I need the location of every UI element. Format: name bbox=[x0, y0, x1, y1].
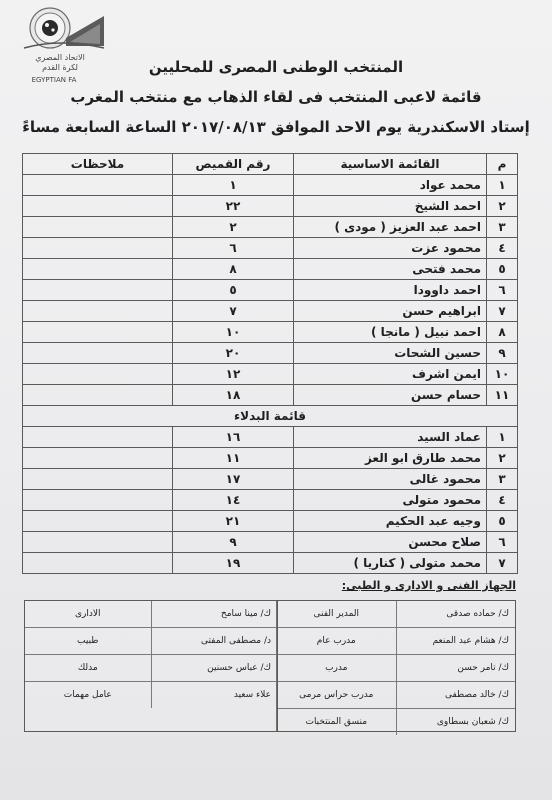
notes-cell bbox=[23, 175, 173, 196]
notes-cell bbox=[23, 196, 173, 217]
row-number: ٢ bbox=[487, 196, 518, 217]
notes-cell bbox=[23, 469, 173, 490]
staff-row bbox=[277, 628, 515, 655]
staff-name: ك/ مينا سامح bbox=[220, 609, 271, 619]
player-name: محمود متولى bbox=[294, 490, 487, 511]
notes-cell bbox=[23, 238, 173, 259]
staff-name: علاء سعيد bbox=[233, 690, 271, 700]
notes-cell bbox=[23, 217, 173, 238]
shirt-number: ٢١ bbox=[173, 511, 294, 532]
list-subtitle: قائمة لاعبى المنتخب فى لقاء الذهاب مع منتخب المغرب bbox=[70, 88, 482, 106]
shirt-number: ١٢ bbox=[173, 364, 294, 385]
shirt-number: ١٨ bbox=[173, 385, 294, 406]
col-header-name: القائمة الاساسية bbox=[294, 154, 487, 175]
player-name: ايمن اشرف bbox=[294, 364, 487, 385]
player-name: حسام حسن bbox=[294, 385, 487, 406]
subs-section bbox=[23, 406, 518, 427]
notes-cell bbox=[23, 511, 173, 532]
staff-name: ك/ خالد مصطفى bbox=[444, 690, 509, 700]
svg-text:الاتحاد المصري: الاتحاد المصري bbox=[35, 53, 85, 62]
staff-role: منسق المنتخبات bbox=[277, 709, 397, 735]
row-number: ٨ bbox=[487, 322, 518, 343]
row-number: ١١ bbox=[487, 385, 518, 406]
shirt-number: ١٩ bbox=[173, 553, 294, 574]
subs-title: قائمة البدلاء bbox=[23, 406, 518, 427]
player-name: احمد داوودا bbox=[294, 280, 487, 301]
starter-row bbox=[23, 238, 518, 259]
staff-row bbox=[277, 682, 515, 709]
notes-cell bbox=[23, 301, 173, 322]
svg-text:EGYPTIAN FA: EGYPTIAN FA bbox=[31, 76, 77, 84]
row-number: ٣ bbox=[487, 217, 518, 238]
staff-role: عامل مهمات bbox=[25, 682, 152, 708]
row-number: ٧ bbox=[487, 301, 518, 322]
notes-cell bbox=[23, 259, 173, 280]
player-name: محمد عواد bbox=[294, 175, 487, 196]
staff-row bbox=[277, 709, 515, 735]
staff-row bbox=[277, 655, 515, 682]
row-number: ٩ bbox=[487, 343, 518, 364]
player-name: محمود عزت bbox=[294, 238, 487, 259]
row-number: ٥ bbox=[487, 259, 518, 280]
staff-row bbox=[25, 655, 277, 682]
player-name: محمود غالى bbox=[294, 469, 487, 490]
squad-table bbox=[22, 153, 518, 574]
shirt-number: ٦ bbox=[173, 238, 294, 259]
player-name: احمد الشيخ bbox=[294, 196, 487, 217]
subs-title-row bbox=[23, 406, 518, 427]
svg-text:لكرة القدم: لكرة القدم bbox=[42, 63, 78, 72]
row-number: ١٠ bbox=[487, 364, 518, 385]
col-header-num: م bbox=[487, 154, 518, 175]
staff-name: ك/ شعبان بسطاوى bbox=[436, 717, 509, 727]
shirt-number: ١٠ bbox=[173, 322, 294, 343]
player-name: احمد عبد العزيز ( مودى ) bbox=[294, 217, 487, 238]
team-title: المنتخب الوطنى المصرى للمحليين bbox=[148, 58, 404, 76]
player-name: صلاح محسن bbox=[294, 532, 487, 553]
starter-row bbox=[23, 301, 518, 322]
col-header-notes: ملاحظات bbox=[23, 154, 173, 175]
staff-row bbox=[25, 682, 277, 708]
shirt-number: ٢٢ bbox=[173, 196, 294, 217]
row-number: ٦ bbox=[487, 280, 518, 301]
staff-box-admin bbox=[24, 600, 278, 732]
shirt-number: ٨ bbox=[173, 259, 294, 280]
staff-role: مدرب bbox=[277, 655, 397, 681]
player-name: ابراهيم حسن bbox=[294, 301, 487, 322]
staff-name: ك/ عباس حسنين bbox=[207, 663, 271, 673]
row-number: ٧ bbox=[487, 553, 518, 574]
shirt-number: ٩ bbox=[173, 532, 294, 553]
sub-row bbox=[23, 511, 518, 532]
row-number: ٥ bbox=[487, 511, 518, 532]
starters-list bbox=[23, 175, 518, 406]
notes-cell bbox=[23, 448, 173, 469]
notes-cell bbox=[23, 385, 173, 406]
player-name: احمد نبيل ( مانجا ) bbox=[294, 322, 487, 343]
player-name: عماد السيد bbox=[294, 427, 487, 448]
notes-cell bbox=[23, 532, 173, 553]
staff-role: مدرب عام bbox=[277, 628, 397, 654]
sub-row bbox=[23, 532, 518, 553]
notes-cell bbox=[23, 553, 173, 574]
col-header-shirt: رقم القميص bbox=[173, 154, 294, 175]
staff-box-technical bbox=[276, 600, 516, 732]
sub-row bbox=[23, 469, 518, 490]
notes-cell bbox=[23, 427, 173, 448]
shirt-number: ٢ bbox=[173, 217, 294, 238]
player-name: حسين الشحات bbox=[294, 343, 487, 364]
starter-row bbox=[23, 322, 518, 343]
starter-row bbox=[23, 343, 518, 364]
subs-list bbox=[23, 427, 518, 574]
starter-row bbox=[23, 196, 518, 217]
starter-row bbox=[23, 217, 518, 238]
player-name: محمد فتحى bbox=[294, 259, 487, 280]
notes-cell bbox=[23, 280, 173, 301]
starter-row bbox=[23, 175, 518, 196]
table-header-row bbox=[23, 154, 518, 175]
row-number: ٦ bbox=[487, 532, 518, 553]
sub-row bbox=[23, 490, 518, 511]
starter-row bbox=[23, 385, 518, 406]
staff-name: ك/ تامر حسن bbox=[457, 663, 509, 673]
staff-row bbox=[25, 628, 277, 655]
starter-row bbox=[23, 364, 518, 385]
notes-cell bbox=[23, 490, 173, 511]
row-number: ٤ bbox=[487, 490, 518, 511]
row-number: ٣ bbox=[487, 469, 518, 490]
row-number: ١ bbox=[487, 175, 518, 196]
staff-role: طبيب bbox=[25, 628, 152, 654]
staff-role: الادارى bbox=[25, 601, 152, 627]
venue-date-line: إستاد الاسكندرية يوم الاحد الموافق ٢٠١٧/٠٨/١٣ الساعة السابعة مساءً bbox=[22, 118, 530, 136]
row-number: ١ bbox=[487, 427, 518, 448]
sub-row bbox=[23, 448, 518, 469]
shirt-number: ١٦ bbox=[173, 427, 294, 448]
staff-role: مدلك bbox=[25, 655, 152, 681]
shirt-number: ٢٠ bbox=[173, 343, 294, 364]
staff-row bbox=[277, 601, 515, 628]
staff-name: ك/ حماده صدقى bbox=[446, 609, 509, 619]
sub-row bbox=[23, 553, 518, 574]
notes-cell bbox=[23, 364, 173, 385]
staff-title: الجهاز الفنى و الادارى و الطبى: bbox=[341, 579, 516, 592]
shirt-number: ١١ bbox=[173, 448, 294, 469]
starter-row bbox=[23, 280, 518, 301]
notes-cell bbox=[23, 322, 173, 343]
row-number: ٢ bbox=[487, 448, 518, 469]
shirt-number: ١ bbox=[173, 175, 294, 196]
staff-row bbox=[25, 601, 277, 628]
shirt-number: ٧ bbox=[173, 301, 294, 322]
staff-name: د/ مصطفى المفتى bbox=[200, 636, 271, 646]
player-name: محمد متولى ( كناريا ) bbox=[294, 553, 487, 574]
starter-row bbox=[23, 259, 518, 280]
player-name: وجيه عبد الحكيم bbox=[294, 511, 487, 532]
staff-role: المدير الفنى bbox=[277, 601, 397, 627]
staff-role: مدرب حراس مرمى bbox=[277, 682, 397, 708]
shirt-number: ٥ bbox=[173, 280, 294, 301]
sub-row bbox=[23, 427, 518, 448]
shirt-number: ١٧ bbox=[173, 469, 294, 490]
staff-name: ك/ هشام عبد المنعم bbox=[432, 636, 509, 646]
row-number: ٤ bbox=[487, 238, 518, 259]
notes-cell bbox=[23, 343, 173, 364]
player-name: محمد طارق ابو العز bbox=[294, 448, 487, 469]
shirt-number: ١٤ bbox=[173, 490, 294, 511]
